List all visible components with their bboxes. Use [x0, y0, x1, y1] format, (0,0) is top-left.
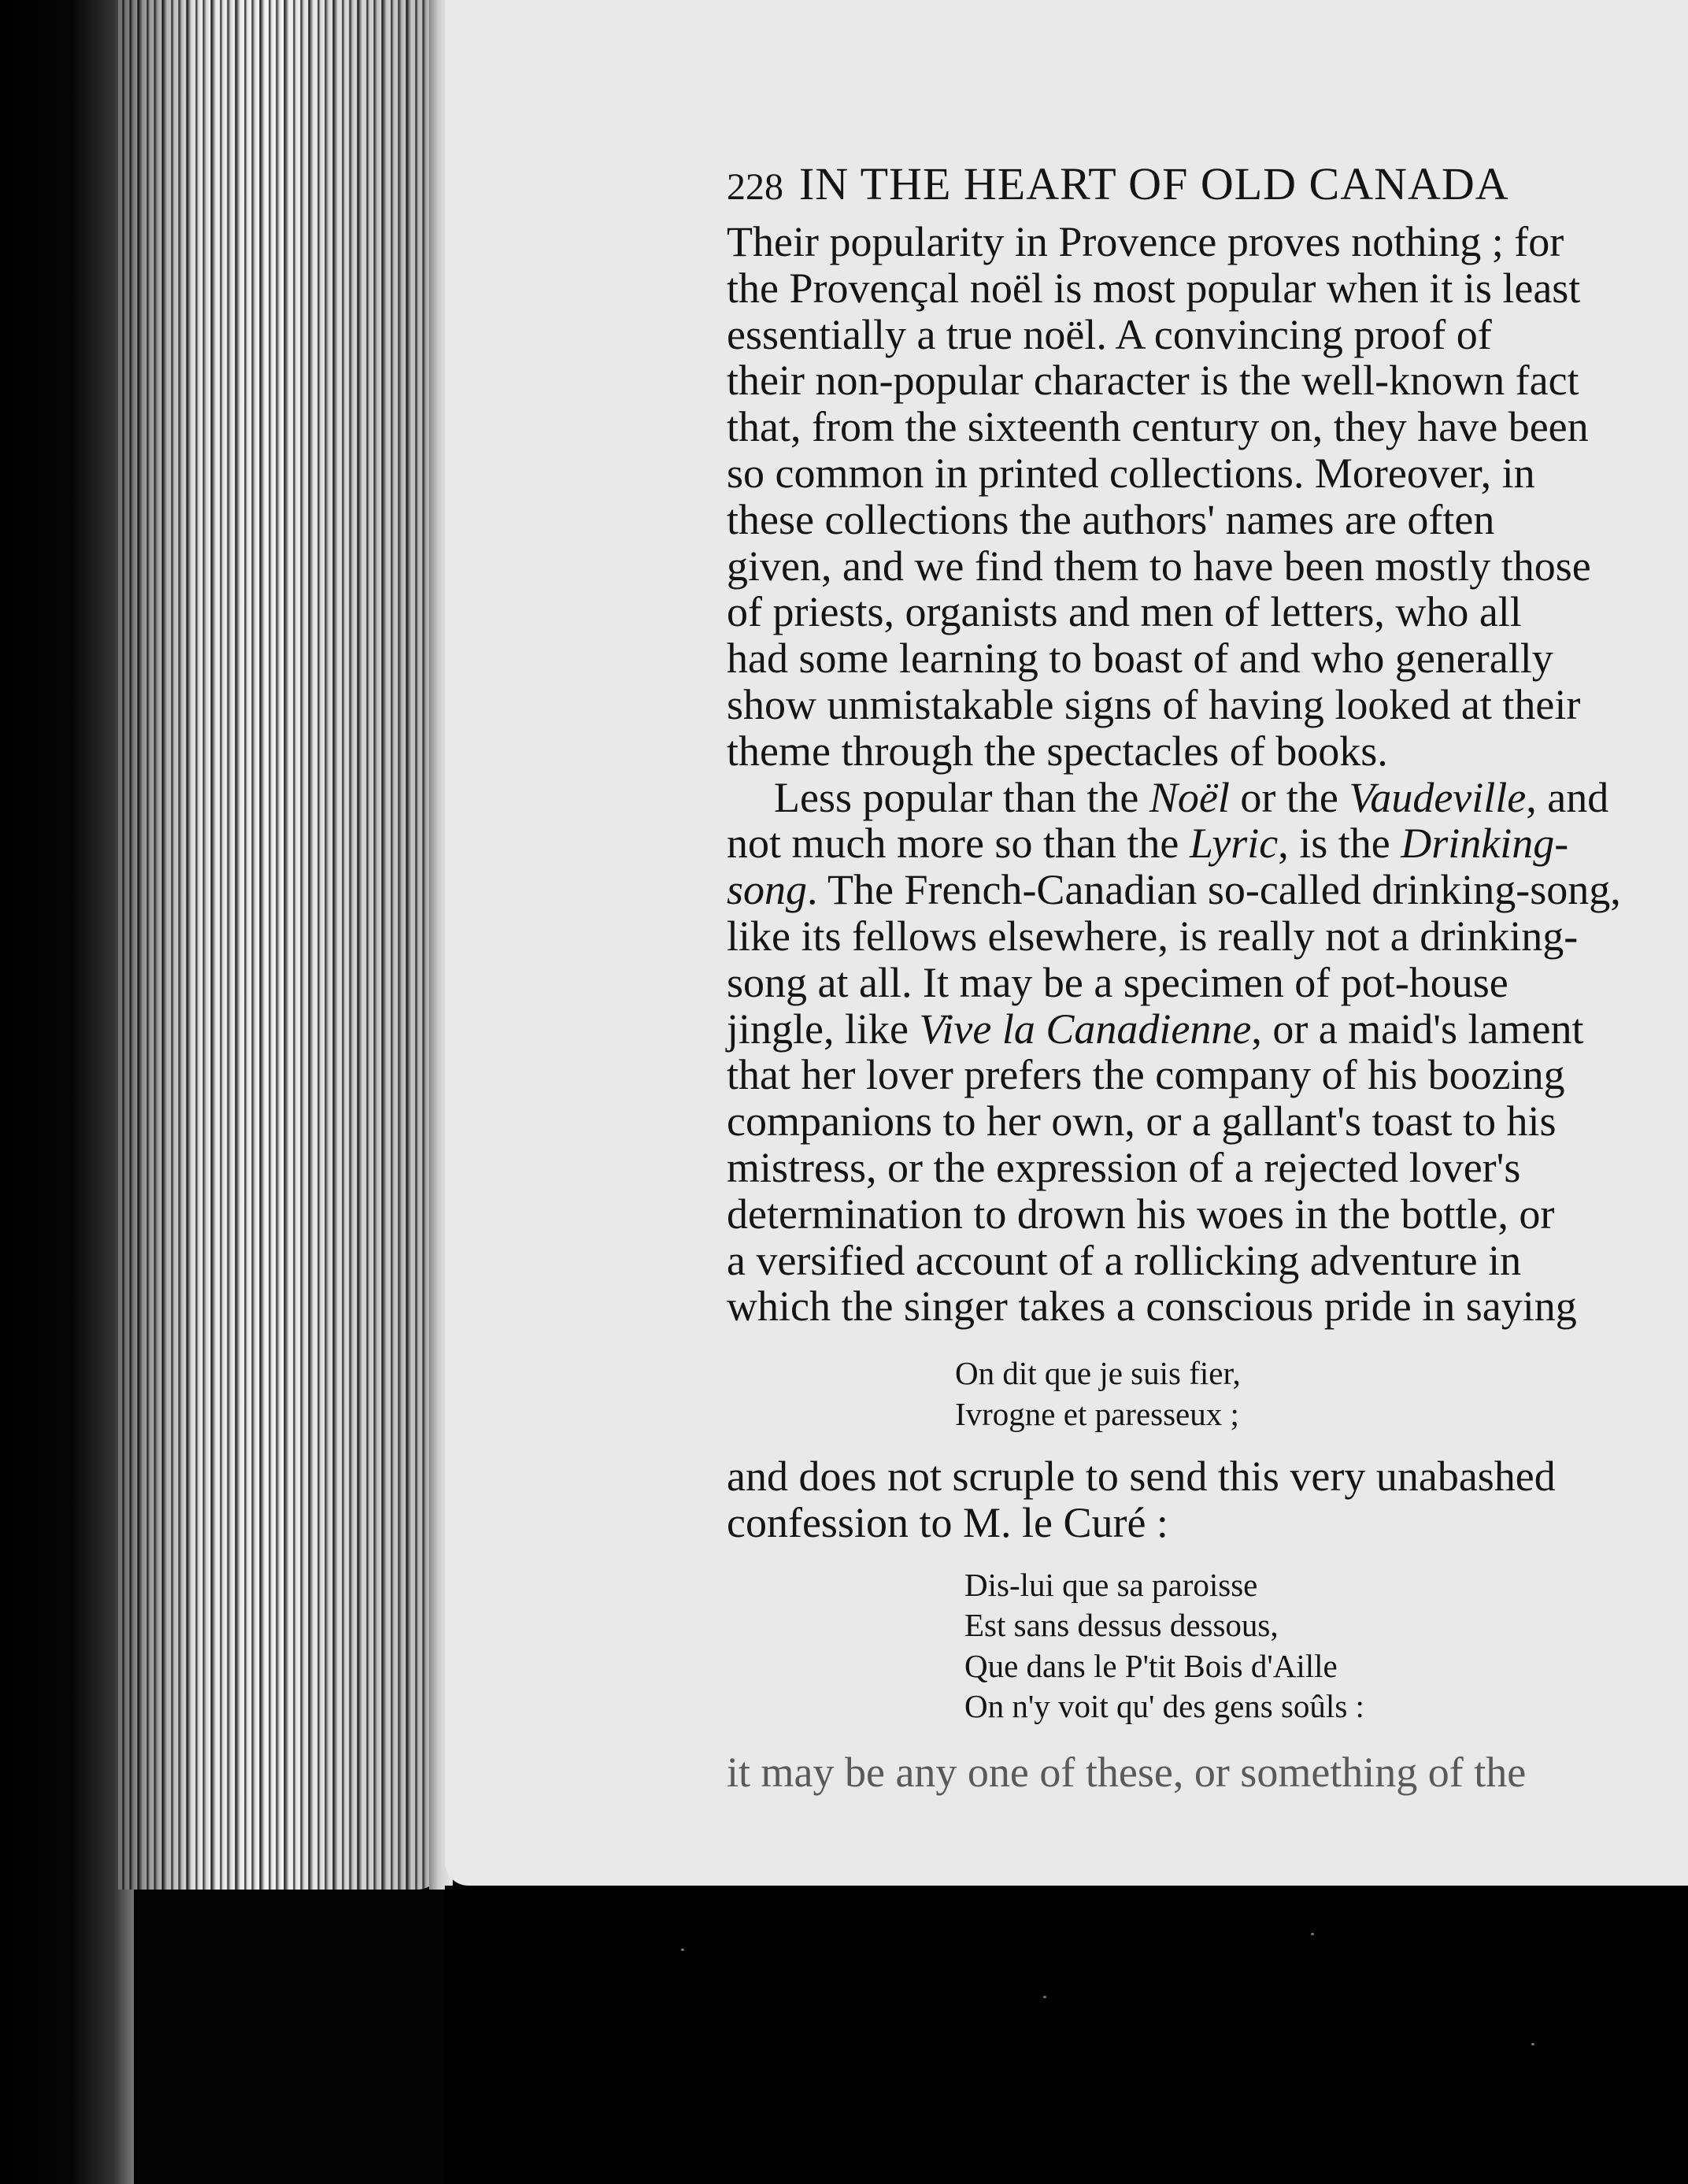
paragraph-3: [727, 1453, 1688, 1546]
text-run: . The French-Canadian so-called drinking-song,: [807, 866, 1621, 914]
verse-quote-1: [955, 1353, 1688, 1434]
italic-term-lyric: Lyric: [1189, 820, 1279, 868]
italic-term-noel: Noël: [1149, 773, 1230, 821]
final-text-line: it may be any one of these, or something of the: [727, 1748, 1527, 1796]
text-run: not much more so than the: [727, 820, 1190, 868]
dark-background-bottom: [445, 1886, 1688, 2184]
text-line: [727, 820, 1688, 867]
text-line: confession to M. le Curé :: [727, 1498, 1168, 1546]
page-number: 228: [727, 166, 783, 208]
text-line: had some learning to boast of and who generally: [727, 635, 1553, 683]
verse-quote-2: [964, 1565, 1688, 1727]
text-run: , is the: [1278, 820, 1401, 868]
italic-term-vaudeville: Vaudeville: [1349, 773, 1527, 821]
text-line: [727, 867, 1688, 913]
running-header: [727, 157, 1688, 211]
verse-line: On dit que je suis fier,: [955, 1355, 1241, 1392]
text-line: given, and we find them to have been mostly those: [727, 542, 1591, 590]
text-run: Less popular than the: [774, 773, 1149, 821]
text-line: Their popularity in Provence proves nothing ; for: [727, 218, 1564, 265]
verse-line: On n'y voit qu' des gens soûls :: [964, 1688, 1364, 1725]
text-run: jingle, like: [727, 1005, 920, 1053]
text-line: essentially a true noël. A convincing proof of: [727, 310, 1492, 358]
text-line: the Provençal noël is most popular when it is least: [727, 264, 1581, 312]
page-content: [727, 157, 1688, 1796]
verse-line: Ivrogne et paresseux ;: [955, 1395, 1239, 1432]
text-line: a versified account of a rollicking adventure in: [727, 1236, 1522, 1284]
dark-background-left: [0, 0, 134, 2184]
text-line: companions to her own, or a gallant's toast to his: [727, 1098, 1557, 1146]
italic-song-title: Vive la Canadienne: [919, 1005, 1252, 1053]
text-line: theme through the spectacles of books.: [727, 727, 1388, 775]
text-line: [727, 775, 1688, 821]
text-line: that, from the sixteenth century on, they have been: [727, 403, 1589, 451]
running-title: IN THE HEART OF OLD CANADA: [799, 158, 1509, 209]
scan-speck: [1311, 1933, 1314, 1935]
verse-line: Dis-lui que sa paroisse: [964, 1566, 1258, 1603]
text-line: mistress, or the expression of a rejected lover's: [727, 1143, 1521, 1191]
text-run: , and: [1526, 773, 1609, 821]
scan-speck: [1531, 2043, 1534, 2045]
book-page-edges: [118, 0, 441, 1890]
text-line: determination to drown his woes in the bottle, or: [727, 1190, 1555, 1238]
text-line: that her lover prefers the company of his boozing: [727, 1051, 1565, 1099]
text-run: or the: [1229, 773, 1349, 821]
text-line: like its fellows elsewhere, is really not a drinking-: [727, 912, 1579, 960]
text-line: and does not scruple to send this very unabashed: [727, 1453, 1556, 1501]
book-page: [445, 0, 1688, 1886]
paragraph-1: [727, 219, 1688, 775]
verse-line: Que dans le P'tit Bois d'Aille: [964, 1647, 1338, 1684]
italic-term-song: song: [727, 866, 808, 914]
text-line: [727, 1006, 1688, 1053]
text-line: of priests, organists and men of letters, who all: [727, 588, 1522, 636]
italic-term-drinking: Drinking-: [1401, 820, 1569, 868]
text-line: so common in printed collections. Moreover, in: [727, 449, 1535, 497]
paragraph-2: [727, 775, 1688, 1331]
text-line: song at all. It may be a specimen of pot-house: [727, 958, 1508, 1006]
scan-speck: [1043, 1996, 1046, 1998]
verse-line: Est sans dessus dessous,: [964, 1607, 1279, 1644]
text-run: , or a maid's lament: [1251, 1005, 1584, 1053]
text-line: these collections the authors' names are often: [727, 495, 1495, 543]
scan-speck: [681, 1949, 684, 1951]
text-line: which the singer takes a conscious pride in saying: [727, 1283, 1577, 1331]
text-line: their non-popular character is the well-known fact: [727, 357, 1579, 405]
text-line: show unmistakable signs of having looked at their: [727, 680, 1581, 728]
